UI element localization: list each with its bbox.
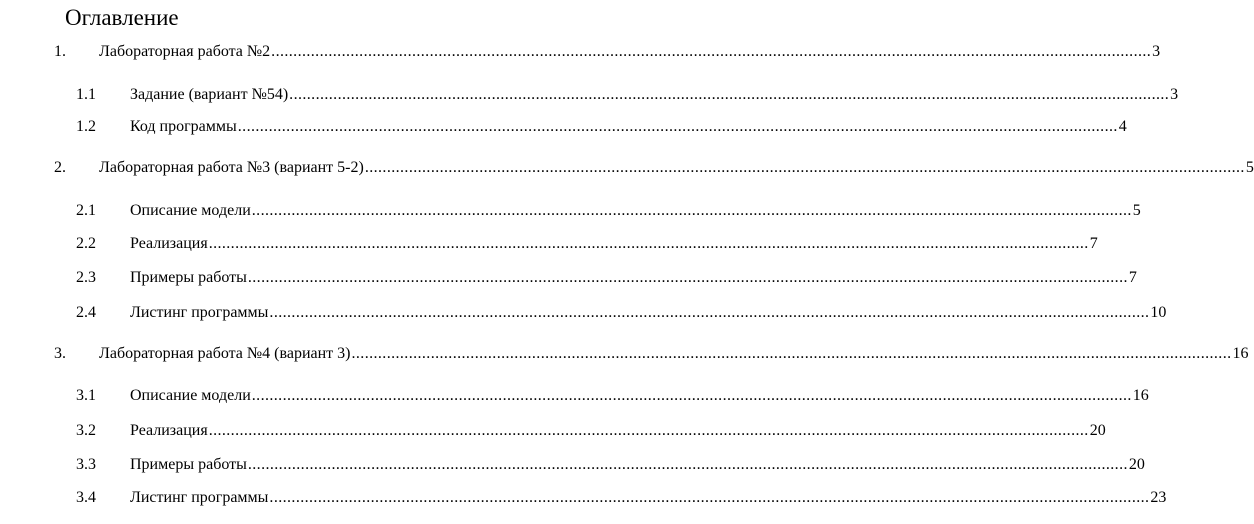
toc-entry-number: 2.4 [76, 304, 96, 321]
toc-entry-title: Листинг программы [130, 489, 269, 506]
toc-entry-page: 5 [1132, 202, 1141, 219]
toc-entry-number: 2.2 [76, 235, 96, 252]
dot-leader: ........................................................................................................................................................................................................ [364, 159, 1245, 176]
toc-entry-number: 2.1 [76, 202, 96, 219]
toc-entry-page: 16 [1232, 345, 1249, 362]
toc-entry[interactable] [0, 386, 1149, 406]
dot-leader: ........................................................................................................................................................................................................ [289, 86, 1170, 103]
toc-entry-title: Примеры работы [130, 269, 247, 286]
toc-entry[interactable] [0, 344, 1249, 364]
toc-entry-page: 7 [1089, 235, 1098, 252]
dot-leader: ........................................................................................................................................................................................................ [271, 43, 1152, 60]
toc-entry-page: 20 [1089, 422, 1106, 439]
toc-entry[interactable] [0, 421, 1106, 441]
toc-entry-title: Описание модели [130, 202, 251, 219]
toc-entry-number: 2.3 [76, 269, 96, 286]
toc-entry-number: 3.4 [76, 489, 96, 506]
toc-entry-page: 4 [1118, 118, 1127, 135]
toc-entry-number: 3.2 [76, 422, 96, 439]
dot-leader: ........................................................................................................................................................................................................ [247, 456, 1128, 473]
toc-entry-number: 1. [54, 43, 66, 60]
toc-title: Оглавление [65, 5, 179, 30]
toc-entry-page: 20 [1128, 456, 1145, 473]
dot-leader: ........................................................................................................................................................................................................ [269, 304, 1150, 321]
toc-entry-title: Листинг программы [130, 304, 269, 321]
toc-entry[interactable] [0, 234, 1098, 254]
toc-entry-page: 3 [1152, 43, 1161, 60]
toc-entry-number: 3. [54, 345, 66, 362]
toc-entry[interactable] [0, 201, 1141, 221]
toc-entry-page: 16 [1132, 387, 1149, 404]
dot-leader: ........................................................................................................................................................................................................ [269, 489, 1150, 506]
toc-entry[interactable] [0, 117, 1127, 137]
toc-entry[interactable] [0, 268, 1137, 288]
dot-leader: ........................................................................................................................................................................................................ [237, 118, 1118, 135]
toc-entry-page: 7 [1128, 269, 1137, 286]
toc-entry[interactable] [0, 488, 1167, 508]
toc-entry-number: 2. [54, 159, 66, 176]
toc-entry-number: 3.3 [76, 456, 96, 473]
dot-leader: ........................................................................................................................................................................................................ [208, 235, 1089, 252]
dot-leader: ........................................................................................................................................................................................................ [251, 202, 1132, 219]
toc-entry-title: Примеры работы [130, 456, 247, 473]
toc-entry-page: 10 [1150, 304, 1167, 321]
toc-entry[interactable] [0, 85, 1179, 105]
toc-entry-title: Лабораторная работа №3 (вариант 5-2) [99, 159, 364, 176]
toc-entry-number: 1.1 [76, 86, 96, 103]
toc-entry-title: Код программы [130, 118, 237, 135]
dot-leader: ........................................................................................................................................................................................................ [208, 422, 1089, 439]
toc-entry[interactable] [0, 455, 1145, 475]
toc-entry-page: 3 [1170, 86, 1179, 103]
toc-entry-number: 1.2 [76, 118, 96, 135]
toc-entry-page: 23 [1150, 489, 1167, 506]
toc-entry[interactable] [0, 303, 1167, 323]
toc-entry-title: Лабораторная работа №2 [99, 43, 271, 60]
toc-entry-title: Задание (вариант №54) [130, 86, 289, 103]
toc-entry-page: 5 [1245, 159, 1254, 176]
toc-entry-title: Лабораторная работа №4 (вариант 3) [99, 345, 351, 362]
toc-entry[interactable] [0, 158, 1254, 178]
dot-leader: ........................................................................................................................................................................................................ [251, 387, 1132, 404]
toc-entry-title: Реализация [130, 422, 208, 439]
dot-leader: ........................................................................................................................................................................................................ [247, 269, 1128, 286]
toc-entry-title: Описание модели [130, 387, 251, 404]
dot-leader: ........................................................................................................................................................................................................ [351, 345, 1232, 362]
toc-entry[interactable] [0, 42, 1161, 62]
toc-entry-title: Реализация [130, 235, 208, 252]
toc-entry-number: 3.1 [76, 387, 96, 404]
